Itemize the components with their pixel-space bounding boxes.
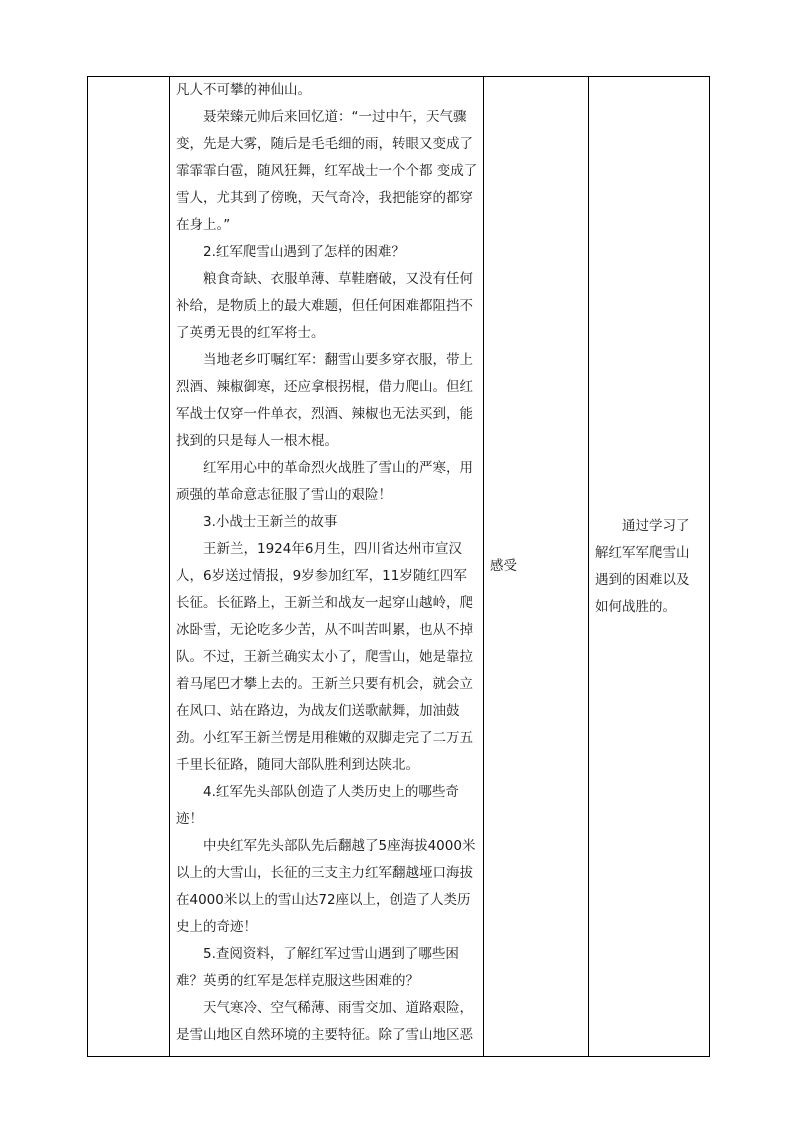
paragraph: 天气寒冷、空气稀薄、雨雪交加、道路艰险，是雪山地区自然环境的主要特征。除了雪山地区恶 [176, 1000, 473, 1043]
column-content [170, 77, 484, 1057]
section-heading: 2.红军爬雪山遇到了怎样的困难？ [203, 244, 405, 260]
paragraph: 王新兰，1924年6月生，四川省达州市宣汉人，6岁送过情报，9岁参加红军，11岁随红四军长征。长征路上，王新兰和战友一起穿山越岭，爬冰卧雪，无论吃多少苦，从不叫苦叫累，也从不掉队。不过，王新兰确实太小了，爬雪山，她是靠拉着马尾巴才攀上去的。王新兰只要有机会，就会立在风口、站在路边，为战友们送歌献舞，加油鼓劲。小红军王新兰愣是用稚嫩的双脚走完了二万五千里长征路，随同大部队胜利到达陕北。 [176, 541, 473, 773]
paragraph: 聂荣臻元帅后来回忆道：“一过中午，天气骤变，先是大雾，随后是毛毛细的雨，转眼又变成了霏霏霏白雹，随风狂舞，红军战士一个个都 变成了雪人，尤其到了傍晚，天气奇冷，我把能穿的都穿在身上。” [176, 109, 478, 233]
column-empty [88, 77, 170, 1057]
content-body [170, 77, 483, 1049]
table-row [88, 77, 710, 1057]
paragraph: 凡人不可攀的神仙山。 [176, 82, 311, 98]
paragraph: 中央红军先头部队先后翻越了5座海拔4000米以上的大雪山，长征的三支主力红军翻越垭口海拔在4000米以上的雪山达72座以上，创造了人类历史上的奇迹！ [176, 838, 476, 935]
lesson-table [87, 76, 710, 1057]
purpose-text: 通过学习了解红军军爬雪山遇到的困难以及如何战胜的。 [595, 517, 690, 615]
paragraph: 红军用心中的革命烈火战胜了雪山的严寒，用顽强的革命意志征服了雪山的艰险！ [176, 460, 473, 503]
activity-label: 感受 [490, 558, 517, 574]
paragraph: 当地老乡叮嘱红军：翻雪山要多穿衣服，带上烈酒、辣椒御寒，还应拿根拐棍，借力爬山。但红军战士仅穿一件单衣，烈酒、辣椒也无法买到，能找到的只是每人一根木棍。 [176, 352, 473, 449]
column-purpose [589, 77, 710, 1057]
paragraph: 粮食奇缺、衣服单薄、草鞋磨破，又没有任何补给，是物质上的最大难题，但任何困难都阻挡不了英勇无畏的红军将士。 [176, 271, 473, 341]
section-heading: 4.红军先头部队创造了人类历史上的哪些奇迹！ [176, 784, 459, 827]
section-heading: 3.小战士王新兰的故事 [203, 514, 338, 530]
section-heading: 5.查阅资料，了解红军过雪山遇到了哪些困难？英勇的红军是怎样克服这些困难的？ [176, 946, 459, 989]
column-activity [484, 77, 589, 1057]
